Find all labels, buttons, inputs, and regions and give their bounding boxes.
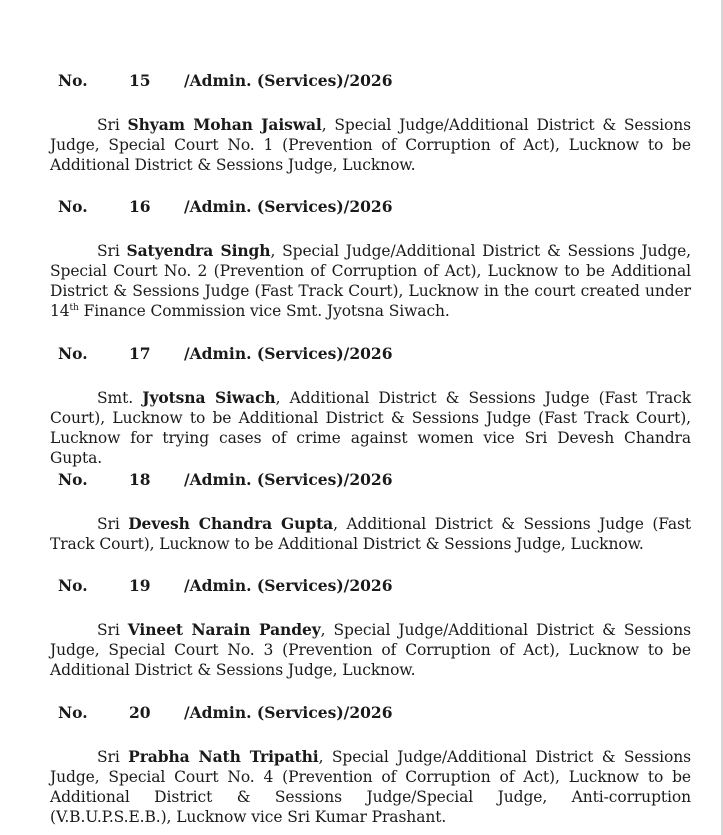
order-text-continued: Finance Commission vice Smt. Jyotsna Siwach. [78,302,450,320]
order-no-label: No. [58,470,88,489]
officer-name: Prabha Nath Tripathi [128,747,319,766]
officer-name: Devesh Chandra Gupta [128,514,334,533]
order-title-prefix: Sri [97,748,129,766]
order-paragraph [50,747,691,827]
order-number: 17 [129,344,151,363]
officer-name: Shyam Mohan Jaiswal [127,115,322,134]
order-title-prefix: Sri [97,515,129,533]
officer-name: Vineet Narain Pandey [127,620,321,639]
order-number: 20 [129,703,151,722]
order-text: , Additional District & Sessions Judge (Fast Track Court), Lucknow to be Additional District & Sessions Judge, Lucknow. [50,515,691,553]
order-paragraph [50,514,691,554]
order-text: , Special Judge/Additional District & Sessions Judge, Special Court No. 1 (Prevention of Corruption of Act), Lucknow to be Additional District & Sessions Judge, Lucknow. [50,116,691,174]
order-no-label: No. [58,71,88,90]
order-paragraph [50,241,691,321]
order-number: 19 [129,576,151,595]
order-text: , Special Judge/Additional District & Sessions Judge, Special Court No. 4 (Prevention of Corruption of Act), Lucknow to be Additional District & Sessions Judge/Special Judge, Anti-corruption (V.B.U.P.S.E.B.), Lucknow vice Sri Kumar Prashant. [50,748,692,826]
order-reference: /Admin. (Services)/2026 [184,576,393,595]
order-title-prefix: Sri [97,116,128,134]
order-no-label: No. [58,197,88,216]
order-no-label: No. [58,344,88,363]
ordinal-suffix: th [69,302,79,313]
order-no-label: No. [58,703,88,722]
order-text: , Special Judge/Additional District & Sessions Judge, Special Court No. 2 (Prevention of Corruption of Act), Lucknow to be Additional District & Sessions Judge (Fast Track Court), Lucknow in the court created under 14 [50,242,692,320]
order-no-label: No. [58,576,88,595]
order-reference: /Admin. (Services)/2026 [184,703,393,722]
order-title-prefix: Smt. [97,389,143,407]
order-reference: /Admin. (Services)/2026 [184,344,393,363]
order-title-prefix: Sri [97,621,128,639]
order-number: 15 [129,71,151,90]
order-text: , Additional District & Sessions Judge (Fast Track Court), Lucknow to be Additional District & Sessions Judge (Fast Track Court), Lucknow for trying cases of crime against women vice Sri Devesh Chandra Gupta. [50,389,691,467]
order-title-prefix: Sri [97,242,127,260]
order-paragraph [50,388,691,468]
order-text: , Special Judge/Additional District & Sessions Judge, Special Court No. 3 (Prevention of Corruption of Act), Lucknow to be Additional District & Sessions Judge, Lucknow. [50,621,691,679]
officer-name: Jyotsna Siwach [142,388,276,407]
order-number: 18 [129,470,151,489]
order-reference: /Admin. (Services)/2026 [184,197,393,216]
order-reference: /Admin. (Services)/2026 [184,470,393,489]
order-paragraph [50,620,691,680]
order-paragraph [50,115,691,175]
officer-name: Satyendra Singh [126,241,271,260]
order-number: 16 [129,197,151,216]
order-reference: /Admin. (Services)/2026 [184,71,393,90]
